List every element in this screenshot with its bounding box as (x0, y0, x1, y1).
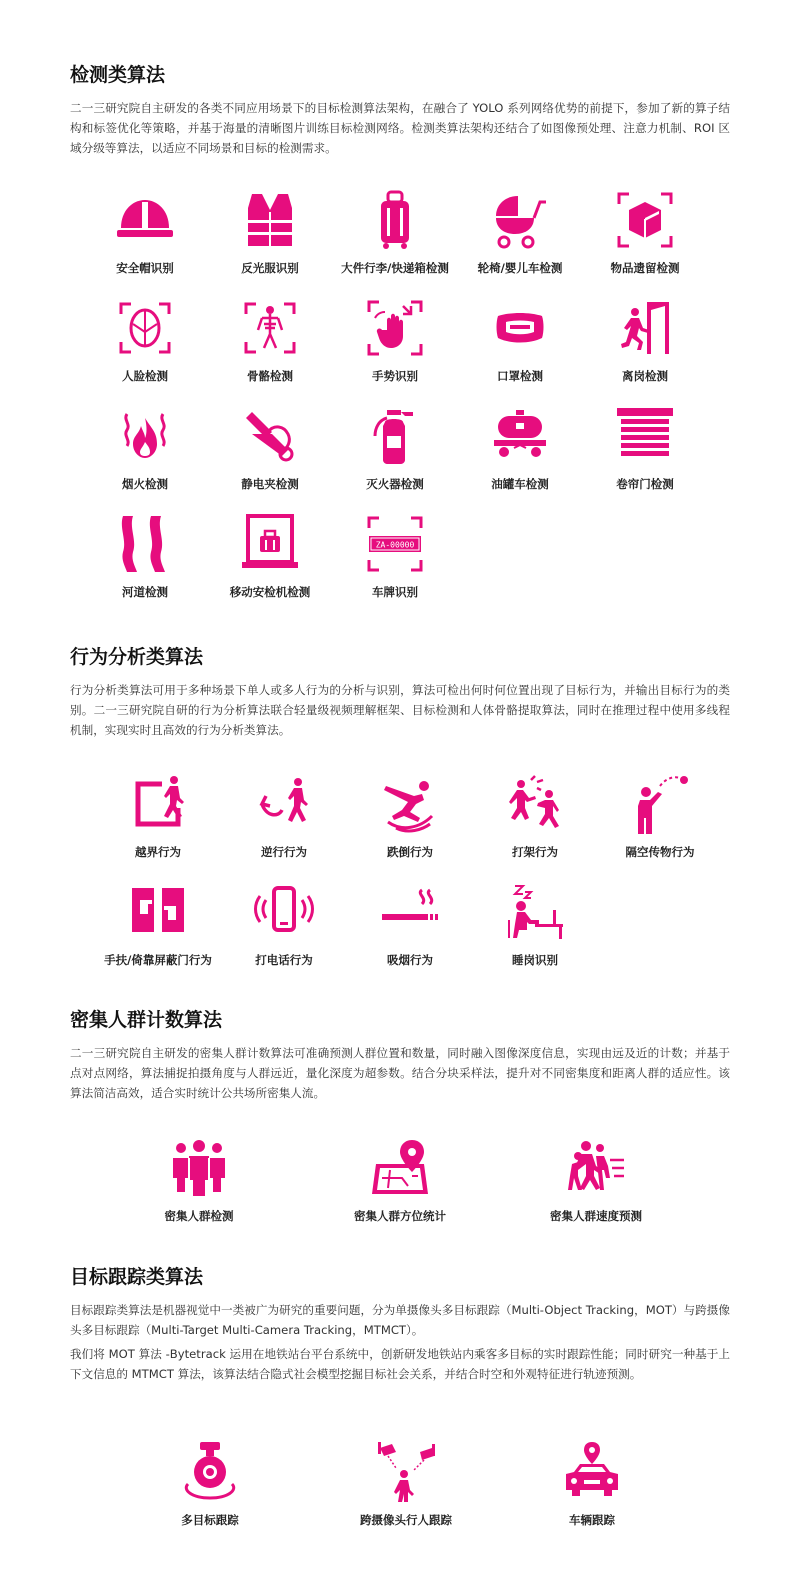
item-label: 隔空传物行为 (625, 845, 695, 859)
item-label: 轮椅/婴儿车检测 (477, 261, 563, 275)
clamp-icon (238, 404, 302, 468)
section-title: 目标跟踪类算法 (70, 1266, 204, 1288)
item-label: 反光服识别 (241, 261, 299, 275)
item-label: 跌倒行为 (387, 845, 433, 859)
gesture-icon (363, 296, 427, 360)
car-track-icon (560, 1440, 624, 1504)
item-label: 烟火检测 (122, 477, 168, 491)
grid-item-gesture (325, 296, 465, 384)
grid-item-door-lean (88, 880, 228, 968)
grid-item-sleeping (465, 880, 605, 968)
package-icon (613, 188, 677, 252)
section-title: 检测类算法 (70, 64, 166, 86)
item-label: 打架行为 (512, 845, 558, 859)
grid-item-helmet (75, 188, 215, 276)
tracking-camera-icon (178, 1440, 242, 1504)
item-label: 跨摄像头行人跟踪 (360, 1513, 452, 1527)
fall-icon (378, 772, 442, 836)
grid-item-mask (450, 296, 590, 384)
grid-item-tanker (450, 404, 590, 492)
xray-machine-icon (238, 512, 302, 576)
crowd-speed-icon (564, 1136, 628, 1200)
item-label: 密集人群速度预测 (550, 1209, 642, 1223)
mask-icon (488, 296, 552, 360)
boundary-icon (126, 772, 190, 836)
section-title: 密集人群计数算法 (70, 1009, 223, 1031)
extinguisher-icon (363, 404, 427, 468)
shutter-icon (613, 404, 677, 468)
grid-item-fall (340, 772, 480, 860)
skeleton-icon (238, 296, 302, 360)
item-label: 车辆跟踪 (569, 1513, 615, 1527)
luggage-icon (363, 188, 427, 252)
section-crowd (70, 1007, 730, 1103)
item-label: 越界行为 (135, 845, 181, 859)
grid-item-fire (75, 404, 215, 492)
reverse-walk-icon (252, 772, 316, 836)
throw-icon (628, 772, 692, 836)
item-label: 人脸检测 (122, 369, 168, 383)
multi-camera-icon (374, 1440, 438, 1504)
item-label: 河道检测 (122, 585, 168, 599)
license-plate-icon (363, 512, 427, 576)
grid-item-river (75, 512, 215, 600)
section-description: 目标跟踪类算法是机器视觉中一类被广为研究的重要问题，分为单摄像头多目标跟踪（Multi-Object Tracking，MOT）与跨摄像头多目标跟踪（Multi-Target Multi-Camera Tracking，MTMCT）。 (70, 1303, 730, 1337)
grid-item-skeleton (200, 296, 340, 384)
exit-icon (613, 296, 677, 360)
vest-icon (238, 188, 302, 252)
section-description: 我们将 MOT 算法 -Bytetrack 运用在地铁站台平台系统中，创新研发地铁站内乘客多目标的实时跟踪性能；同时研究一种基于上下文信息的 MTMCT 算法，该算法结合隐式社会模型挖掘目标社会关系，并结合时空和外观特征进行轨迹预测。 (70, 1347, 730, 1381)
item-label: 骨骼检测 (247, 369, 293, 383)
fire-icon (113, 404, 177, 468)
plate-text: ZA-00000 (375, 540, 415, 550)
face-icon (113, 296, 177, 360)
map-pin-icon (368, 1136, 432, 1200)
grid-item-reverse-walk (214, 772, 354, 860)
item-label: 口罩检测 (497, 369, 543, 383)
grid-item-clamp (200, 404, 340, 492)
door-lean-icon (126, 880, 190, 944)
item-label: 密集人群检测 (164, 1209, 234, 1223)
section-behavior (70, 644, 730, 740)
grid-item-xray-machine (200, 512, 340, 600)
item-label: 手扶/倚靠屏蔽门行为 (104, 953, 212, 967)
item-label: 静电夹检测 (241, 477, 299, 491)
grid-item-fight (465, 772, 605, 860)
item-label: 移动安检机检测 (229, 585, 311, 599)
grid-item-crowd (129, 1136, 269, 1224)
section-tracking (70, 1264, 730, 1384)
grid-item-throw (590, 772, 730, 860)
section-title: 行为分析类算法 (70, 646, 204, 668)
grid-item-car-track (522, 1440, 662, 1528)
item-label: 多目标跟踪 (181, 1513, 239, 1527)
item-label: 吸烟行为 (387, 953, 433, 967)
grid-item-license-plate (325, 512, 465, 600)
fight-icon (503, 772, 567, 836)
grid-item-stroller (450, 188, 590, 276)
item-label: 打电话行为 (255, 953, 313, 967)
grid-item-phone-call (214, 880, 354, 968)
grid-item-smoking (340, 880, 480, 968)
grid-item-boundary (88, 772, 228, 860)
item-label: 物品遗留检测 (610, 261, 680, 275)
section-description: 行为分析类算法可用于多种场景下单人或多人行为的分析与识别，算法可检出何时何位置出现了目标行为，并输出目标行为的类别。二一三研究院自研的行为分析算法联合轻量级视频理解框架、目标检测和人体骨骼提取算法，同时在推理过程中使用多线程机制，实现实时且高效的行为分析类算法。 (70, 683, 730, 737)
section-detection (70, 62, 730, 158)
grid-item-tracking-camera (140, 1440, 280, 1528)
grid-item-vest (200, 188, 340, 276)
section-description: 二一三研究院自主研发的各类不同应用场景下的目标检测算法架构，在融合了 YOLO 系列网络优势的前提下，参加了新的算子结构和标签优化等策略，并基于海量的清晰图片训练目标检测网络。检测类算法架构还结合了如图像预处理、注意力机制、ROI 区域分级等算法，以适应不同场景和目标的检测需求。 (70, 101, 730, 155)
grid-item-package (575, 188, 715, 276)
item-label: 卷帘门检测 (616, 477, 674, 491)
item-label: 手势识别 (372, 369, 418, 383)
item-label: 安全帽识别 (116, 261, 174, 275)
grid-item-multi-camera (336, 1440, 476, 1528)
grid-item-map-pin (330, 1136, 470, 1224)
item-label: 密集人群方位统计 (354, 1209, 446, 1223)
item-label: 睡岗识别 (512, 953, 558, 967)
item-label: 油罐车检测 (491, 477, 549, 491)
item-label: 灭火器检测 (366, 477, 424, 491)
section-description: 二一三研究院自主研发的密集人群计数算法可准确预测人群位置和数量，同时融入图像深度信息，实现由远及近的计数；并基于点对点网络，算法捕捉拍摄角度与人群远近，量化深度为超参数。结合分块采样法，提升对不同密集度和距离人群的适应性。该算法简洁高效，适合实时统计公共场所密集人流。 (70, 1046, 730, 1100)
smoking-icon (378, 880, 442, 944)
grid-item-crowd-speed (526, 1136, 666, 1224)
item-label: 离岗检测 (622, 369, 668, 383)
helmet-icon (113, 188, 177, 252)
grid-item-exit (575, 296, 715, 384)
stroller-icon (488, 188, 552, 252)
item-label: 大件行李/快递箱检测 (341, 261, 449, 275)
grid-item-extinguisher (325, 404, 465, 492)
grid-item-face (75, 296, 215, 384)
river-icon (113, 512, 177, 576)
grid-item-shutter (575, 404, 715, 492)
phone-call-icon (252, 880, 316, 944)
tanker-icon (488, 404, 552, 468)
grid-item-luggage (325, 188, 465, 276)
crowd-icon (167, 1136, 231, 1200)
sleeping-icon (503, 880, 567, 944)
item-label: 逆行行为 (261, 845, 307, 859)
item-label: 车牌识别 (372, 585, 418, 599)
